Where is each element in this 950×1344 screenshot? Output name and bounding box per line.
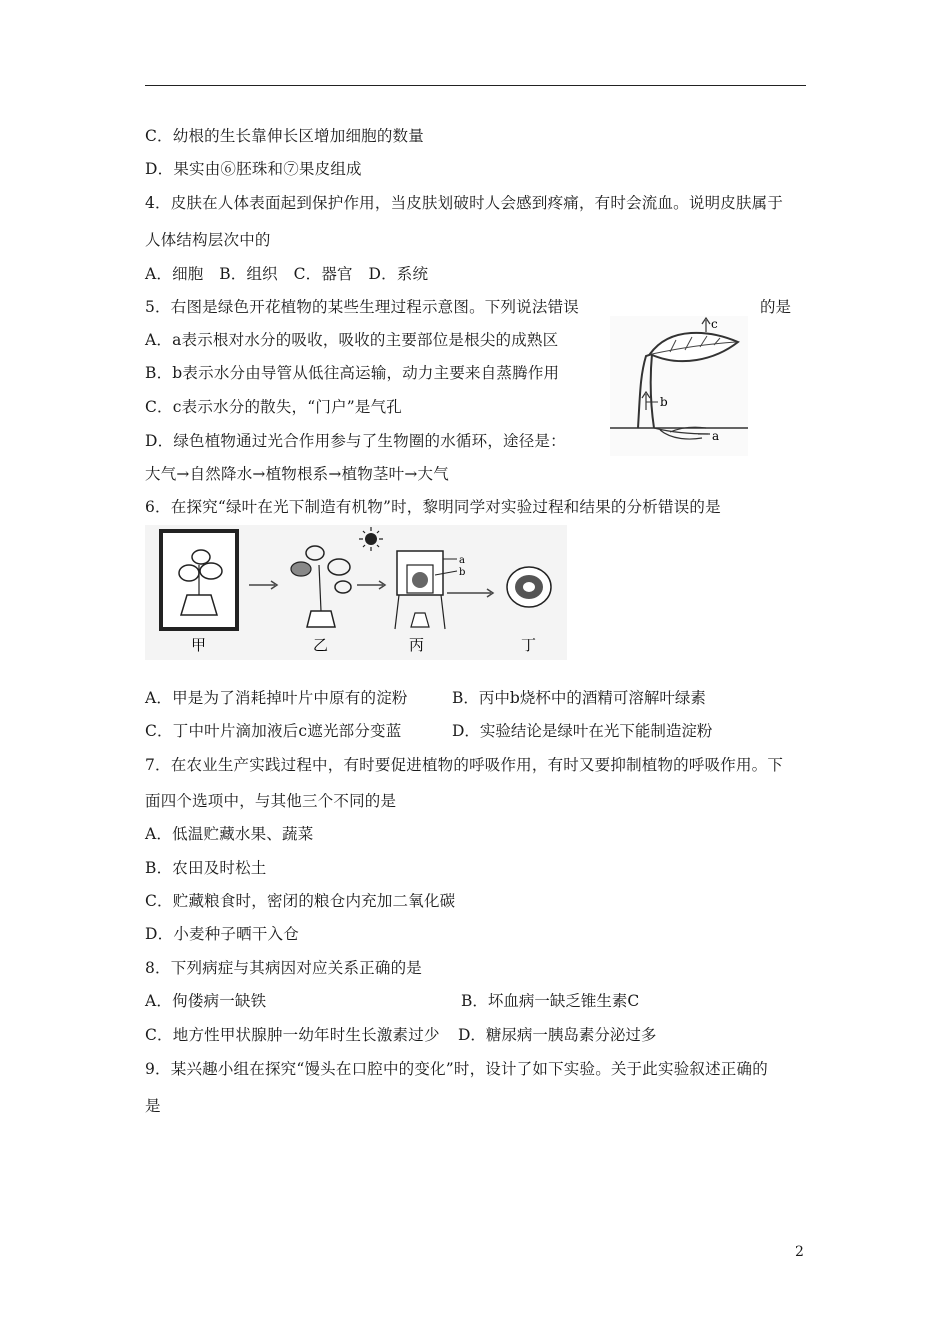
q5-stem: 5．右图是绿色开花植物的某些生理过程示意图。下列说法错误 [145, 298, 579, 316]
page-number: 2 [795, 1244, 804, 1260]
beaker-label-a: a [459, 555, 465, 566]
q7-option-a: A．低温贮藏水果、蔬菜 [145, 825, 314, 843]
q3-option-d: D．果实由⑥胚珠和⑦果皮组成 [145, 160, 362, 178]
q8-option-a: A．佝偻病一缺铁 [145, 992, 267, 1010]
figure-label-bing: 丙 [409, 636, 425, 654]
q6-option-c: C．丁中叶片滴加液后c遮光部分变蓝 [145, 722, 402, 740]
figure-label-jia: 甲 [191, 636, 207, 654]
figure-label-yi: 乙 [313, 636, 329, 654]
q5-option-b: B．b表示水分由导管从低往高运输，动力主要来自蒸腾作用 [145, 364, 560, 382]
q5-option-d: D．绿色植物通过光合作用参与了生物圈的水循环，途径是： [145, 432, 566, 450]
q7-option-b: B．农田及时松土 [145, 859, 267, 877]
q7-option-c: C．贮藏粮食时，密闭的粮仓内充加二氧化碳 [145, 892, 456, 910]
beaker-label-b: b [459, 567, 466, 578]
figure-label-ding: 丁 [521, 636, 537, 654]
q9-stem-line2: 是 [145, 1097, 161, 1115]
header-rule [145, 85, 806, 86]
q9-stem-line1: 9．某兴趣小组在探究“馒头在口腔中的变化”时，设计了如下实验。关于此实验叙述正确的 [145, 1060, 768, 1078]
plant-water-cycle-figure [610, 316, 748, 456]
q5-option-a: A．a表示根对水分的吸收，吸收的主要部位是根尖的成熟区 [145, 331, 559, 349]
q6-option-b: B．丙中b烧杯中的酒精可溶解叶绿素 [452, 689, 706, 707]
q4-options: A．细胞 B．组织 C．器官 D．系统 [145, 265, 429, 283]
q8-option-c: C．地方性甲状腺肿一幼年时生长激素过少 [145, 1026, 440, 1044]
q6-option-d: D．实验结论是绿叶在光下能制造淀粉 [452, 722, 713, 740]
q6-stem: 6．在探究“绿叶在光下制造有机物”时，黎明同学对实验过程和结果的分析错误的是 [145, 498, 721, 516]
q8-stem: 8．下列病症与其病因对应关系正确的是 [145, 959, 422, 977]
label-c: c [711, 317, 718, 331]
q8-option-d: D．糖尿病一胰岛素分泌过多 [458, 1026, 657, 1044]
q7-stem-line2: 面四个选项中，与其他三个不同的是 [145, 792, 397, 810]
q5-option-c: C．c表示水分的散失，“门户”是气孔 [145, 398, 402, 416]
q4-stem-line1: 4．皮肤在人体表面起到保护作用，当皮肤划破时人会感到疼痛，有时会流血。说明皮肤属于 [145, 194, 784, 212]
label-a: a [712, 429, 720, 443]
q6-option-a: A．甲是为了消耗掉叶片中原有的淀粉 [145, 689, 408, 707]
q7-stem-line1: 7．在农业生产实践过程中，有时要促进植物的呼吸作用，有时又要抑制植物的呼吸作用。下 [145, 756, 784, 774]
q5-option-d-cont: 大气→自然降水→植物根系→植物茎叶→大气 [145, 465, 449, 483]
q5-stem-end: 的是 [760, 298, 792, 316]
q8-option-b: B．坏血病一缺乏锥生素C [461, 992, 640, 1010]
q3-option-c: C．幼根的生长靠伸长区增加细胞的数量 [145, 127, 424, 145]
q7-option-d: D．小麦种子晒干入仓 [145, 925, 299, 943]
photosynthesis-experiment-figure [145, 525, 567, 660]
label-b: b [660, 395, 668, 409]
q4-stem-line2: 人体结构层次中的 [145, 231, 271, 249]
